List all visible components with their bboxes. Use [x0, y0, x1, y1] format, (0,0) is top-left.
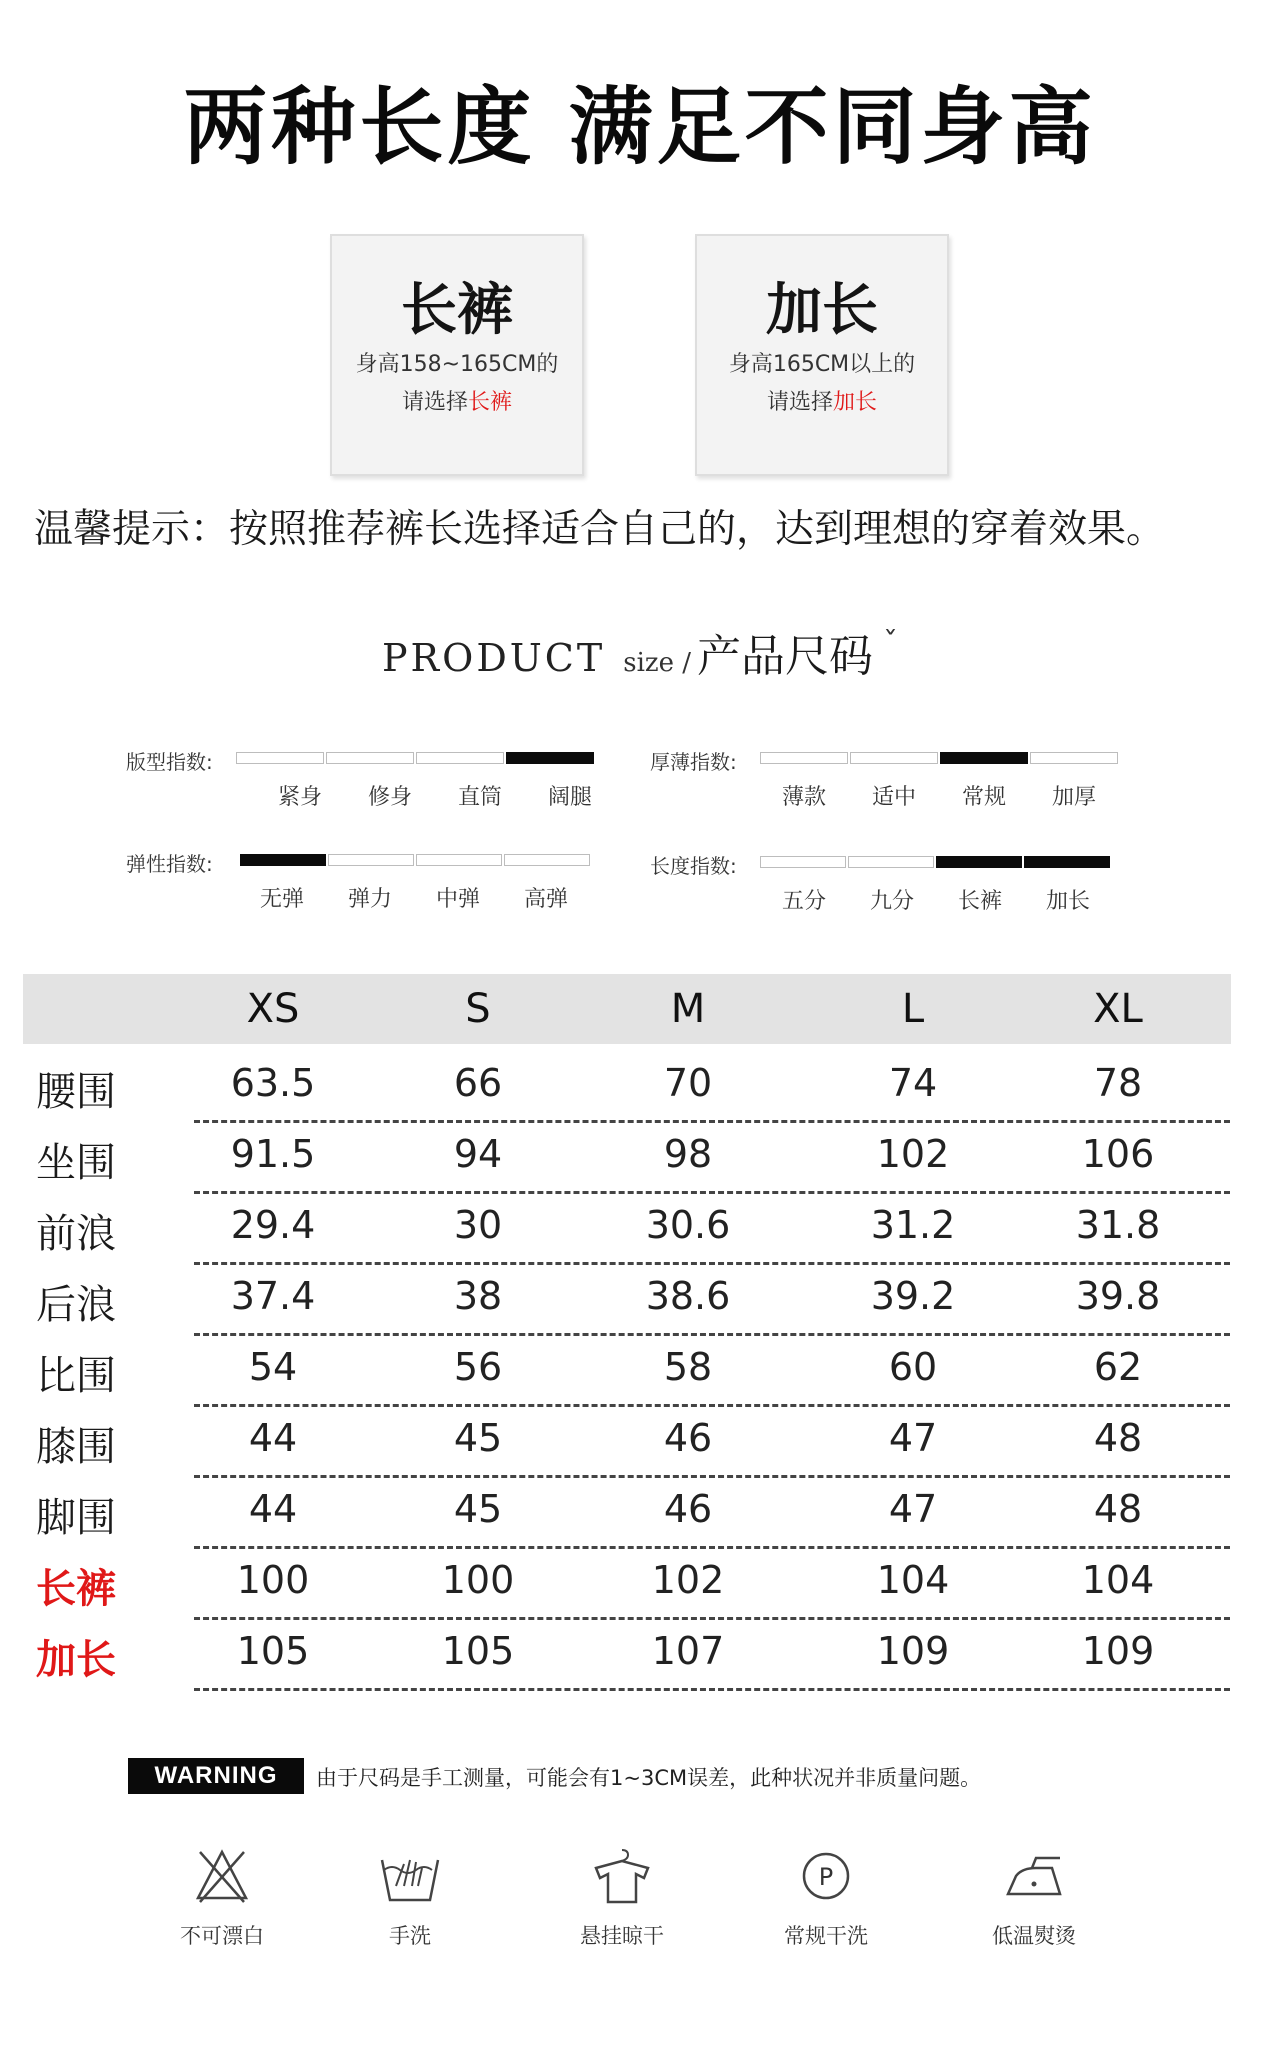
warning-badge: WARNING	[128, 1758, 304, 1794]
card-extra-length	[695, 234, 949, 476]
row-label: 比围	[36, 1353, 116, 1399]
index-bar	[940, 752, 1028, 764]
row-divider	[194, 1333, 1230, 1336]
row-label: 长裤	[36, 1566, 116, 1612]
row-label: 脚围	[36, 1495, 116, 1541]
index-bar	[326, 752, 414, 764]
table-cell: 100	[441, 1558, 515, 1602]
row-label: 加长	[36, 1637, 116, 1683]
care-low-iron	[954, 1846, 1114, 1950]
index-option: 中弹	[435, 887, 480, 912]
index-option: 加厚	[1051, 785, 1096, 810]
table-cell: 109	[1081, 1629, 1155, 1673]
card-title: 加长	[766, 278, 878, 343]
table-cell: 78	[1093, 1061, 1143, 1105]
table-cell: 47	[888, 1487, 938, 1531]
table-cell: 31.2	[870, 1203, 956, 1247]
index-option: 长裤	[957, 889, 1002, 914]
index-option: 阔腿	[547, 785, 592, 810]
table-cell: 44	[248, 1416, 298, 1460]
row-label: 后浪	[36, 1282, 116, 1328]
size-column-header: M	[670, 986, 706, 1032]
card-recommend-highlight: 加长	[833, 390, 878, 415]
table-cell: 62	[1093, 1345, 1143, 1389]
table-cell: 39.8	[1075, 1274, 1161, 1318]
card-recommendation	[697, 384, 947, 422]
index-label: 版型指数:	[126, 750, 213, 774]
card-recommend-prefix: 请选择	[766, 390, 833, 415]
table-cell: 56	[453, 1345, 503, 1389]
index-bar	[236, 752, 324, 764]
index-option: 薄款	[781, 785, 826, 810]
index-bar	[416, 752, 504, 764]
warning-text: 由于尺码是手工测量，可能会有1~3CM误差，此种状况并非质量问题。	[316, 1766, 982, 1790]
index-bar	[760, 856, 846, 868]
table-cell: 107	[651, 1629, 725, 1673]
index-option: 九分	[869, 889, 914, 914]
row-divider	[194, 1191, 1230, 1194]
care-hang-dry	[542, 1846, 702, 1950]
care-no-bleach	[142, 1846, 302, 1950]
card-height-range: 身高165CM以上的	[728, 352, 916, 377]
table-cell: 54	[248, 1345, 298, 1389]
index-label: 长度指数:	[650, 854, 737, 878]
size-table-header	[23, 974, 1231, 1044]
chevron-down-icon: ˇ	[883, 626, 899, 661]
table-cell: 58	[663, 1345, 713, 1389]
index-option: 加长	[1045, 889, 1090, 914]
card-regular-length	[330, 234, 584, 476]
table-cell: 94	[453, 1132, 503, 1176]
table-cell: 45	[453, 1487, 503, 1531]
size-column-header: XS	[246, 986, 300, 1032]
index-bar	[506, 752, 594, 764]
dry-clean-icon	[796, 1846, 856, 1906]
index-option: 五分	[781, 889, 826, 914]
table-cell: 48	[1093, 1416, 1143, 1460]
row-label: 坐围	[36, 1140, 116, 1186]
thickness-index	[650, 746, 1170, 826]
care-label: 不可漂白	[180, 1924, 264, 1948]
table-cell: 102	[876, 1132, 950, 1176]
table-cell: 66	[453, 1061, 503, 1105]
index-bar	[936, 856, 1022, 868]
index-option: 常规	[961, 785, 1006, 810]
page-headline: 两种长度 满足不同身高	[183, 78, 1097, 176]
table-cell: 105	[441, 1629, 515, 1673]
care-label: 悬挂晾干	[580, 1924, 664, 1948]
index-bar	[760, 752, 848, 764]
index-bar	[848, 856, 934, 868]
card-recommend-highlight: 长裤	[468, 390, 513, 415]
index-bar	[850, 752, 938, 764]
care-hand-wash	[330, 1846, 490, 1950]
product-heading-size: size /	[623, 648, 692, 678]
table-cell: 104	[876, 1558, 950, 1602]
index-option: 无弹	[259, 887, 304, 912]
size-column-header: XL	[1093, 986, 1143, 1032]
index-bar	[240, 854, 326, 866]
index-bar	[416, 854, 502, 866]
table-cell: 38	[453, 1274, 503, 1318]
product-size-heading	[0, 620, 1280, 684]
table-cell: 98	[663, 1132, 713, 1176]
table-cell: 60	[888, 1345, 938, 1389]
index-option: 紧身	[277, 785, 322, 810]
index-label: 弹性指数:	[126, 852, 213, 876]
care-dry-clean	[746, 1846, 906, 1950]
fit-index	[126, 746, 646, 826]
index-option: 适中	[871, 785, 916, 810]
table-cell: 63.5	[230, 1061, 316, 1105]
index-option: 弹力	[347, 887, 392, 912]
table-cell: 37.4	[230, 1274, 316, 1318]
card-recommendation	[332, 384, 582, 422]
care-label: 手洗	[389, 1924, 431, 1948]
index-label: 厚薄指数:	[650, 750, 737, 774]
row-divider	[194, 1404, 1230, 1407]
index-option: 修身	[367, 785, 412, 810]
row-divider	[194, 1688, 1230, 1691]
table-cell: 29.4	[230, 1203, 316, 1247]
row-divider	[194, 1617, 1230, 1620]
table-cell: 47	[888, 1416, 938, 1460]
svg-text:P: P	[818, 1863, 834, 1891]
elasticity-index	[126, 848, 646, 928]
index-option: 直筒	[457, 785, 502, 810]
index-bar	[1030, 752, 1118, 764]
row-divider	[194, 1262, 1230, 1265]
card-recommend-prefix: 请选择	[401, 390, 468, 415]
table-cell: 39.2	[870, 1274, 956, 1318]
tip-text: 温馨提示：按照推荐裤长选择适合自己的，达到理想的穿着效果。	[34, 507, 1166, 552]
index-bar	[504, 854, 590, 866]
index-option: 高弹	[523, 887, 568, 912]
table-cell: 100	[236, 1558, 310, 1602]
product-heading-zh: 产品尺码	[697, 631, 874, 682]
row-divider	[194, 1120, 1230, 1123]
table-cell: 74	[888, 1061, 938, 1105]
table-cell: 106	[1081, 1132, 1155, 1176]
table-cell: 104	[1081, 1558, 1155, 1602]
table-cell: 109	[876, 1629, 950, 1673]
table-cell: 46	[663, 1487, 713, 1531]
row-divider	[194, 1546, 1230, 1549]
hand-wash-icon	[378, 1846, 442, 1906]
size-column-header: S	[465, 986, 491, 1032]
table-cell: 30	[453, 1203, 503, 1247]
table-cell: 45	[453, 1416, 503, 1460]
row-divider	[194, 1475, 1230, 1478]
row-label: 前浪	[36, 1211, 116, 1257]
table-cell: 30.6	[645, 1203, 731, 1247]
table-cell: 46	[663, 1416, 713, 1460]
row-label: 膝围	[36, 1424, 116, 1470]
care-label: 常规干洗	[784, 1924, 868, 1948]
length-index	[650, 850, 1170, 930]
index-bar	[328, 854, 414, 866]
hang-dry-icon	[590, 1846, 654, 1906]
index-bar	[1024, 856, 1110, 868]
table-cell: 48	[1093, 1487, 1143, 1531]
card-title: 长裤	[401, 278, 513, 343]
care-label: 低温熨烫	[992, 1924, 1076, 1948]
table-cell: 31.8	[1075, 1203, 1161, 1247]
low-iron-icon	[1002, 1846, 1066, 1906]
table-cell: 38.6	[645, 1274, 731, 1318]
row-label: 腰围	[36, 1069, 116, 1115]
size-column-header: L	[901, 986, 925, 1032]
table-cell: 70	[663, 1061, 713, 1105]
table-cell: 91.5	[230, 1132, 316, 1176]
table-cell: 102	[651, 1558, 725, 1602]
product-heading-en: PRODUCT	[381, 636, 606, 680]
no-bleach-icon	[192, 1846, 252, 1906]
table-cell: 44	[248, 1487, 298, 1531]
table-cell: 105	[236, 1629, 310, 1673]
card-height-range: 身高158~165CM的	[355, 352, 559, 377]
